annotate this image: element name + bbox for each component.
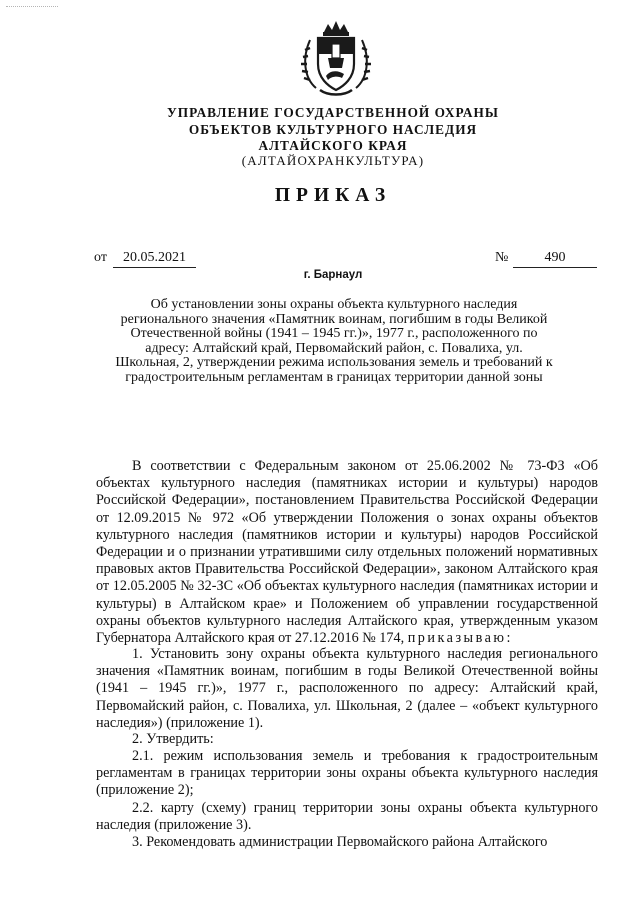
preamble-paragraph — [96, 458, 598, 647]
agency-name-line-1: УПРАВЛЕНИЕ ГОСУДАРСТВЕННОЙ ОХРАНЫ — [167, 105, 499, 120]
scan-artifact — [6, 6, 58, 7]
date-label: от — [94, 250, 107, 265]
preamble-text: В соответствии с Федеральным законом от 25.06.2002 № 73-ФЗ «Об объектах культурного наследия (памятниках истории и культуры) народов Российской Федерации», постановлением Правительства Российской Федерации от 12.09.2015 № 972 «Об утверждении Положения о зонах охраны объектов культурного наследия (памятников истории и культуры) народов Российской Федерации и о признании утратившими силу отдельных положений нормативных правовых актов Правительства Российской Федерации», законом Алтайского края от 12.05.2005 № 32-ЗС «Об объектах культурного наследия (памятниках истории и культуры) в Алтайском крае» и Положением об управлении государственной охраны объектов культурного наследия Алтайского края, утвержденным указом Губернатора Алтайского края от 27.12.2016 № 174, — [96, 458, 598, 647]
agency-short-name: (АЛТАЙОХРАНКУЛЬТУРА) — [241, 153, 425, 168]
order-date: 20.05.2021 — [113, 249, 196, 268]
clause-2-1: 2.1. режим использования земель и требования к градостроительным регламентам в границах территории зоны охраны объекта культурного наследия (приложение 2); — [96, 748, 598, 799]
number-label: № — [495, 250, 509, 265]
clause-1: 1. Установить зону охраны объекта культурного наследия регионального значения «Памятник воинам, погибшим в годы Великой Отечественной войны (1941 – 1945 гг.)», 1977 г., расположенного по адресу: Алтайский край, Первомайский район, с. Повалиха, ул. Школьная, 2 (далее – «объект культурного наследия») (приложение 1). — [96, 646, 598, 731]
clause-2-2: 2.2. карту (схему) границ территории зоны охраны объекта культурного наследия (приложение 3). — [96, 800, 598, 834]
document-title: ПРИКАЗ — [274, 185, 392, 206]
order-subject: Об установлении зоны охраны объекта культурного наследия регионального значения «Памятник воинам, погибшим в годы Великой Отечественной войны (1941 – 1945 гг.)», 1977 г., расположенного по адресу: Алтайский край, Первомайский район, с. Повалиха, ул. Школьная, 2, утверждении режима использования земель и требований к градостроительным регламентам в границах территории данной зоны — [115, 297, 553, 385]
agency-name-line-2: ОБЪЕКТОВ КУЛЬТУРНОГО НАСЛЕДИЯ — [188, 122, 478, 137]
clause-2: 2. Утвердить: — [132, 731, 214, 747]
order-number: 490 — [513, 249, 597, 268]
agency-name-line-3: АЛТАЙСКОГО КРАЯ — [258, 138, 408, 153]
order-keyword: приказываю: — [407, 630, 513, 647]
coat-of-arms-icon — [298, 18, 374, 98]
clause-3: 3. Рекомендовать администрации Первомайского района Алтайского — [132, 834, 548, 850]
issue-city: г. Барнаул — [303, 269, 363, 281]
